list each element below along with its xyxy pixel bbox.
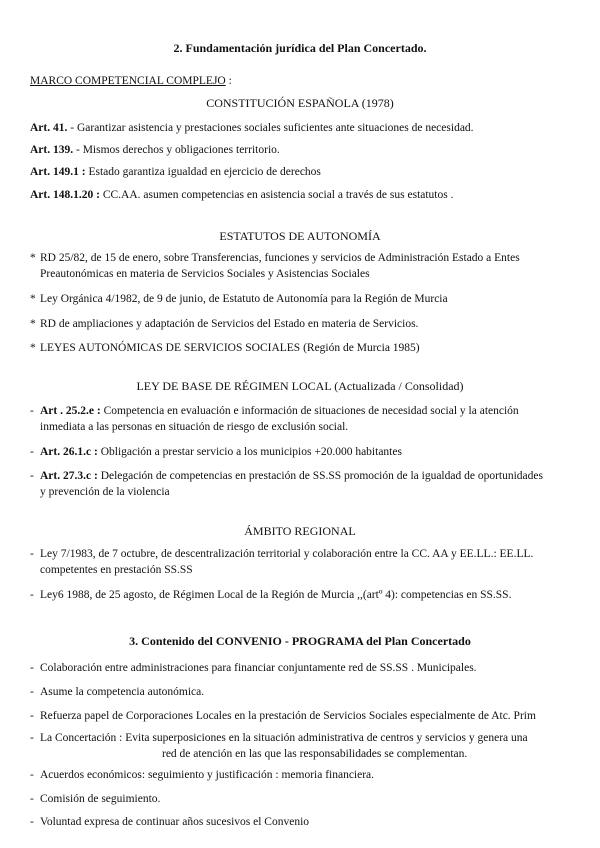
- item-text: Colaboración entre administraciones para financiar conjuntamente red de SS.SS . Municipales.: [40, 662, 477, 674]
- bullet-marker: *: [30, 293, 36, 305]
- bullet-marker: -: [30, 732, 34, 744]
- item-text-cont: Preautonómicas en materia de Servicios Sociales y Asistencias Sociales: [40, 268, 370, 280]
- item-text: Asume la competencia autonómica.: [40, 686, 205, 698]
- item-text: Ley6 1988, de 25 agosto, de Régimen Local de la Región de Murcia ,,(artº 4): competencias en SS.SS.: [40, 589, 512, 601]
- item-text-cont: inmediata a las personas en situación de riesgo de exclusión social.: [40, 421, 349, 433]
- marco-label-text: MARCO COMPETENCIAL COMPLEJO: [30, 75, 226, 87]
- item-text: La Concertación : Evita superposiciones en la situación administrativa de centros y servicios y genera una: [40, 732, 528, 744]
- article-ref: Art. 41.: [30, 122, 68, 134]
- article-text: Delegación de competencias en prestación de SS.SS promoción de la igualdad de oportunidades: [97, 470, 543, 482]
- item-text-cont: red de atención en las que las responsabilidades se complementan.: [162, 748, 468, 760]
- marco-competencial-label: [30, 73, 580, 89]
- item-text: Acuerdos económicos: seguimiento y justificación : memoria financiera.: [40, 769, 375, 781]
- section-3-title: 3. Contenido del CONVENIO - PROGRAMA del Plan Concertado: [129, 634, 471, 648]
- article-ref: Art. 26.1.c :: [40, 446, 98, 458]
- ley-base-heading: LEY DE BASE DE RÉGIMEN LOCAL (Actualizada / Consolidad): [136, 379, 464, 393]
- bullet-marker: *: [30, 342, 36, 354]
- bullet-marker: *: [30, 252, 36, 264]
- article-text: Competencia en evaluación e información de situaciones de necesidad social y la atención: [100, 405, 519, 417]
- item-text: Ley 7/1983, de 7 octubre, de descentralización territorial y colaboración entre la CC. AA y EE.LL.: EE.LL.: [40, 548, 534, 560]
- item-text: Voluntad expresa de continuar años sucesivos el Convenio: [40, 816, 310, 828]
- constitucion-heading: CONSTITUCIÓN ESPAÑOLA (1978): [206, 96, 394, 110]
- article-text: - Mismos derechos y obligaciones territorio.: [73, 144, 280, 156]
- item-text: LEYES AUTONÓMICAS DE SERVICIOS SOCIALES (Región de Murcia 1985): [40, 342, 420, 354]
- article-text: Obligación a prestar servicio a los municipios +20.000 habitantes: [97, 446, 402, 458]
- article-149-1: [30, 164, 580, 180]
- article-ref: Art. 149.1 :: [30, 166, 86, 178]
- bullet-marker: -: [30, 470, 34, 482]
- bullet-marker: *: [30, 318, 36, 330]
- ambito-heading: ÁMBITO REGIONAL: [244, 524, 356, 538]
- article-ref: Art. 139.: [30, 144, 74, 156]
- article-text: CC.AA. asumen competencias en asistencia social a través de sus estatutos .: [99, 189, 454, 201]
- bullet-marker: -: [30, 686, 34, 698]
- bullet-marker: -: [30, 405, 34, 417]
- bullet-marker: -: [30, 446, 34, 458]
- article-41: [30, 120, 580, 136]
- article-139: [30, 142, 580, 158]
- section-2-title: 2. Fundamentación jurídica del Plan Concertado.: [173, 41, 427, 55]
- estatutos-heading: ESTATUTOS DE AUTONOMÍA: [219, 229, 381, 243]
- bullet-marker: -: [30, 793, 34, 805]
- article-text: - Garantizar asistencia y prestaciones sociales suficientes ante situaciones de necesidad.: [67, 122, 474, 134]
- item-text-cont: competentes en prestación SS.SS: [40, 564, 193, 576]
- item-text: [40, 468, 585, 484]
- bullet-marker: -: [30, 589, 34, 601]
- bullet-marker: -: [30, 769, 34, 781]
- bullet-marker: -: [30, 548, 34, 560]
- article-ref: Art. 148.1.20 :: [30, 189, 100, 201]
- article-text: Estado garantiza igualdad en ejercicio de derechos: [85, 166, 321, 178]
- item-text: [40, 444, 585, 460]
- article-148-1-20: [30, 187, 580, 203]
- bullet-marker: -: [30, 816, 34, 828]
- bullet-marker: -: [30, 710, 34, 722]
- item-text: Refuerza papel de Corporaciones Locales en la prestación de Servicios Sociales especialmente de Atc. Prim: [40, 710, 536, 722]
- item-text: RD de ampliaciones y adaptación de Servicios del Estado en materia de Servicios.: [40, 318, 419, 330]
- item-text: RD 25/82, de 15 de enero, sobre Transferencias, funciones y servicios de Administración Estado a Entes: [40, 252, 520, 264]
- article-ref: Art. 27.3.c :: [40, 470, 98, 482]
- marco-colon: :: [225, 75, 232, 87]
- item-text: Comisión de seguimiento.: [40, 793, 161, 805]
- item-text-cont: y prevención de la violencia: [40, 486, 170, 498]
- item-text: [40, 403, 585, 419]
- item-text: Ley Orgánica 4/1982, de 9 de junio, de Estatuto de Autonomía para la Región de Murcia: [40, 293, 448, 305]
- bullet-marker: -: [30, 662, 34, 674]
- article-ref: Art . 25.2.e :: [40, 405, 101, 417]
